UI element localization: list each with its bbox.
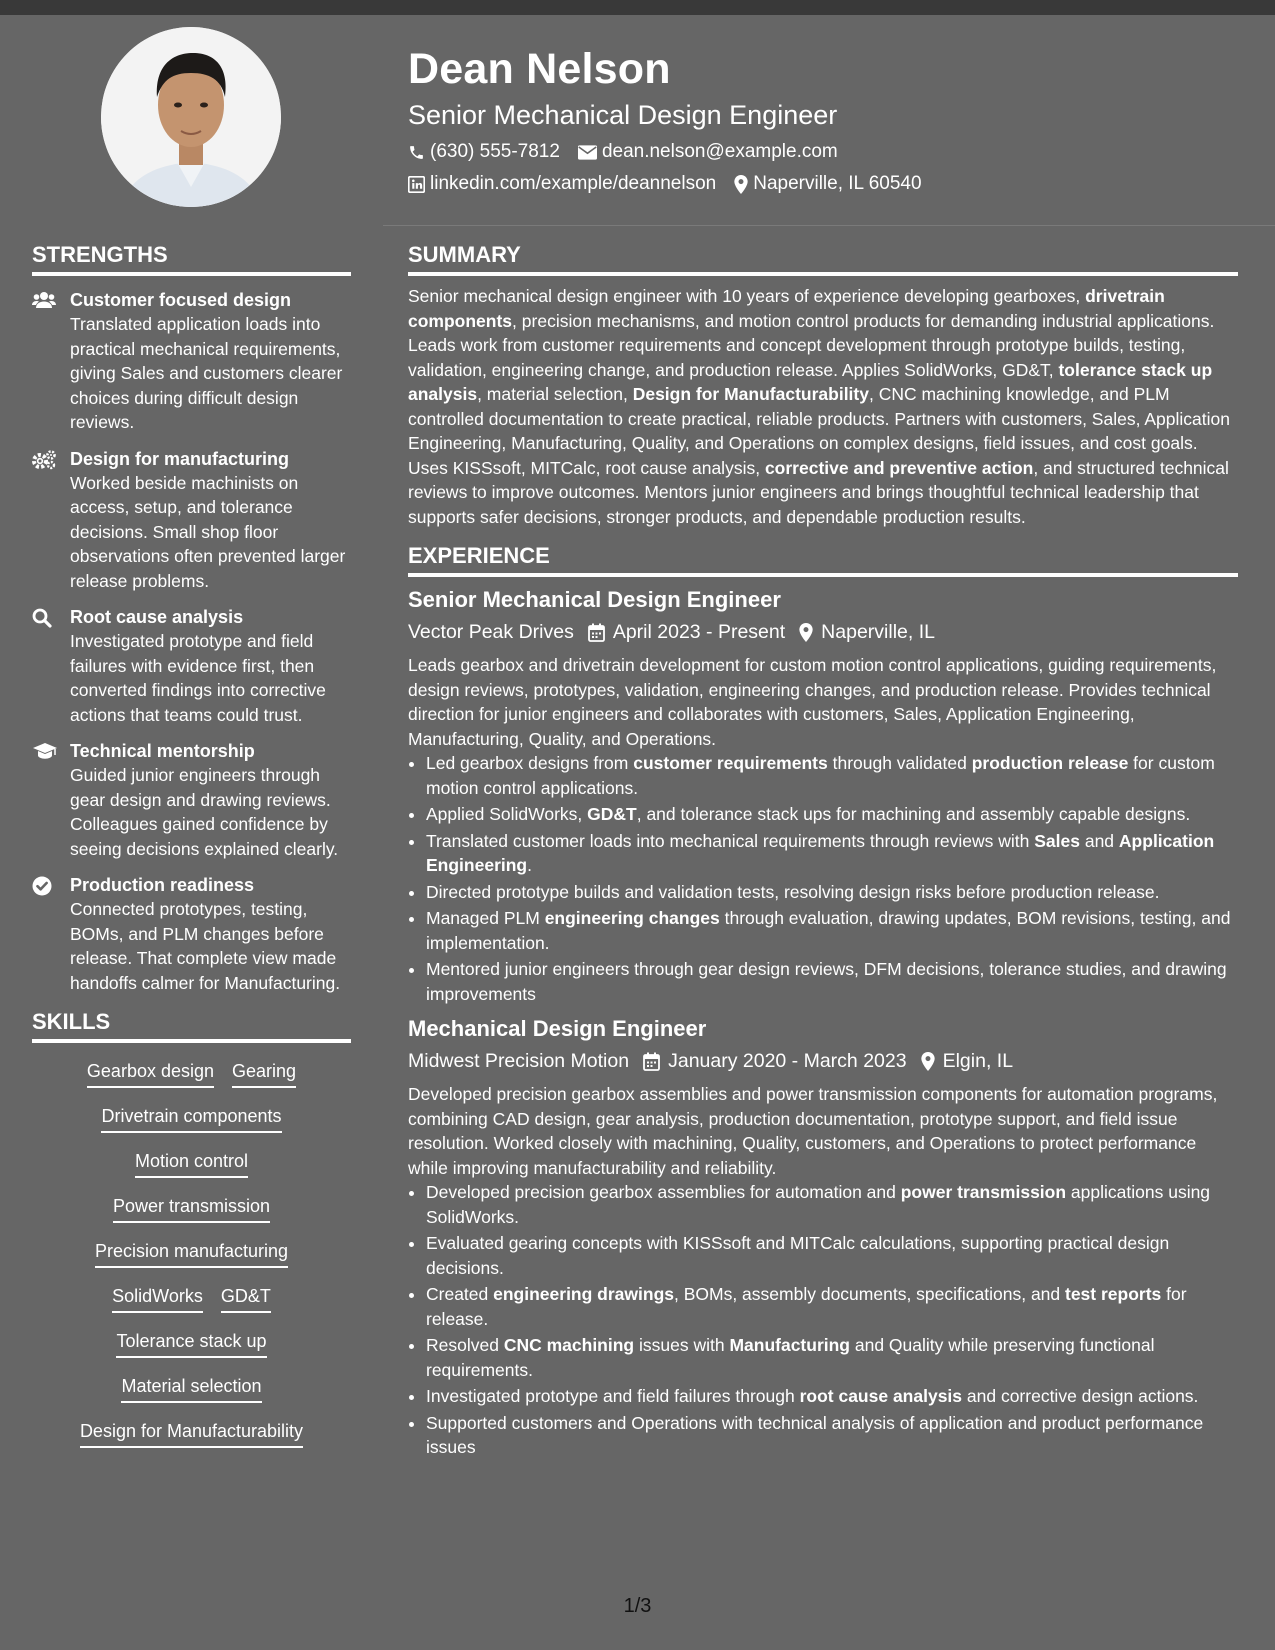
top-bar <box>0 0 1275 15</box>
skill-tag: Motion control <box>135 1149 248 1178</box>
skill-tag: SolidWorks <box>112 1284 203 1313</box>
envelope-icon <box>578 145 597 160</box>
map-pin-icon <box>799 623 813 642</box>
job-bullet: • Mentored junior engineers through gear design reviews, DFM decisions, tolerance studies, and drawing improvements <box>426 957 1238 1006</box>
gears-icon <box>32 450 56 470</box>
candidate-title: Senior Mechanical Design Engineer <box>408 100 838 130</box>
contact-row-2 <box>408 168 1238 200</box>
skill-tag: Drivetrain components <box>101 1104 281 1133</box>
sidebar <box>32 240 351 1456</box>
strength-item <box>32 739 351 861</box>
skill-row <box>32 1366 351 1411</box>
job-meta <box>408 617 1238 647</box>
skill-tag: Gearbox design <box>87 1059 214 1088</box>
linkedin-icon <box>408 176 425 193</box>
location-text: Elgin, IL <box>942 1050 1014 1072</box>
strength-item <box>32 288 351 435</box>
users-icon <box>32 291 56 309</box>
skill-tag: Tolerance stack up <box>116 1329 266 1358</box>
skill-row <box>32 1276 351 1321</box>
experience-heading: EXPERIENCE <box>408 541 1238 577</box>
strengths-heading: STRENGTHS <box>32 240 351 276</box>
location-contact <box>734 168 921 200</box>
skill-row <box>32 1096 351 1141</box>
location-text: Naperville, IL <box>821 621 935 643</box>
skill-row <box>32 1231 351 1276</box>
strength-item <box>32 873 351 995</box>
linkedin-text: linkedin.com/example/deannelson <box>430 173 717 194</box>
strengths-list <box>32 288 351 995</box>
strength-description: Guided junior engineers through gear design and drawing reviews. Colleagues gained confidence by seeing decisions explained clearly. <box>70 765 339 859</box>
job-dates <box>643 1046 906 1076</box>
strength-description: Investigated prototype and field failures with evidence first, then converted findings into corrective actions that teams could trust. <box>70 631 326 725</box>
strength-item <box>32 447 351 594</box>
page-number: 1/3 <box>623 1595 652 1617</box>
phone-contact[interactable] <box>408 136 560 168</box>
job-title: Mechanical Design Engineer <box>408 1016 707 1041</box>
skill-tag: Design for Manufacturability <box>80 1419 303 1448</box>
check-circle-icon <box>32 876 52 896</box>
summary-heading: SUMMARY <box>408 240 1238 276</box>
map-pin-icon <box>921 1052 935 1071</box>
strength-item <box>32 605 351 727</box>
job-bullet: • Created engineering drawings, BOMs, assembly documents, specifications, and test reports for release. <box>426 1282 1238 1331</box>
company-text: Midwest Precision Motion <box>408 1050 630 1072</box>
skill-row <box>32 1141 351 1186</box>
skill-tag: Gearing <box>232 1059 296 1088</box>
job-bullet: • Evaluated gearing concepts with KISSsoft and MITCalc calculations, supporting practical design decisions. <box>426 1231 1238 1280</box>
strength-title: Design for manufacturing <box>70 448 290 469</box>
skill-tag: Precision manufacturing <box>95 1239 288 1268</box>
job-entry <box>408 585 1238 1006</box>
skill-row <box>32 1321 351 1366</box>
job-bullet: • Translated customer loads into mechanical requirements through reviews with Sales and Application Engineering. <box>426 829 1238 878</box>
strength-title: Root cause analysis <box>70 607 244 627</box>
resume-header <box>408 40 1238 200</box>
phone-icon <box>408 144 425 161</box>
skills-list <box>32 1051 351 1456</box>
job-bullet: • Supported customers and Operations with technical analysis of application and product performance issues <box>426 1411 1238 1460</box>
strength-title: Technical mentorship <box>70 741 255 761</box>
skill-row <box>32 1051 351 1096</box>
job-location <box>799 617 935 647</box>
company-name <box>408 617 574 647</box>
job-description: Leads gearbox and drivetrain development for custom motion control applications, guiding requirements, design reviews, prototypes, validation, engineering changes, and production release. Provides technical direction for junior engineers and collaborates with customers, Sales, Application Engineering, Manufacturing, Quality, and Operations. <box>408 655 1217 749</box>
profile-photo <box>101 27 281 207</box>
main-column <box>408 240 1238 1462</box>
company-name <box>408 1046 629 1076</box>
skill-tag: Power transmission <box>113 1194 270 1223</box>
linkedin-contact[interactable] <box>408 168 716 200</box>
job-dates <box>588 617 785 647</box>
summary-text: Senior mechanical design engineer with 10 years of experience developing gearboxes, drivetrain components, precision mechanisms, and motion control products for demanding industrial applications. Leads work from customer requirements and concept development through prototype builds, testing, validation, engineering change, and production release. Applies SolidWorks, GD&T, tolerance stack up analysis, material selection, Design for Manufacturability, CNC machining knowledge, and PLM controlled documentation to create practical, reliable products. Partners with customers, Sales, Application Engineering, Manufacturing, Quality, and Operations on complex designs, field issues, and cost goals. Uses KISSsoft, MITCalc, root cause analysis, corrective and preventive action, and structured technical reviews to improve outcomes. Mentors junior engineers and brings thoughtful technical leadership that supports safer decisions, stronger products, and dependable production results. <box>408 286 1230 527</box>
job-location <box>921 1046 1013 1076</box>
job-meta <box>408 1046 1238 1076</box>
job-bullet: • Developed precision gearbox assemblies for automation and power transmission applications using SolidWorks. <box>426 1180 1238 1229</box>
header-divider <box>383 225 1275 226</box>
strength-title: Production readiness <box>70 875 255 895</box>
skill-row <box>32 1411 351 1456</box>
email-text: dean.nelson@example.com <box>601 141 838 162</box>
company-text: Vector Peak Drives <box>408 621 574 643</box>
location-text: Naperville, IL 60540 <box>753 173 922 194</box>
search-icon <box>32 608 52 628</box>
map-pin-icon <box>734 175 748 194</box>
skills-heading: SKILLS <box>32 1007 351 1043</box>
strength-title: Customer focused design <box>70 290 292 310</box>
calendar-icon <box>643 1052 660 1071</box>
job-bullet: • Managed PLM engineering changes through evaluation, drawing updates, BOM revisions, testing, and implementation. <box>426 906 1238 955</box>
job-bullet: • Investigated prototype and field failures through root cause analysis and corrective design actions. <box>426 1384 1238 1409</box>
strength-description: Connected prototypes, testing, BOMs, and PLM changes before release. That complete view made handoffs calmer for Manufacturing. <box>70 899 341 993</box>
skill-tag: Material selection <box>121 1374 261 1403</box>
dates-text: April 2023 - Present <box>612 621 786 643</box>
email-contact[interactable] <box>578 136 838 168</box>
graduation-cap-icon <box>32 742 58 760</box>
job-bullets <box>408 1180 1238 1460</box>
strength-description: Worked beside machinists on access, setup, and tolerance decisions. Small shop floor observations often prevented larger release problems. <box>70 472 346 591</box>
skill-tag: GD&T <box>221 1284 271 1313</box>
job-bullet: • Applied SolidWorks, GD&T, and tolerance stack ups for machining and assembly capable designs. <box>426 802 1238 827</box>
calendar-icon <box>588 623 605 642</box>
job-title: Senior Mechanical Design Engineer <box>408 587 781 612</box>
job-bullet: • Resolved CNC machining issues with Manufacturing and Quality while preserving functional requirements. <box>426 1333 1238 1382</box>
strength-description: Translated application loads into practical mechanical requirements, giving Sales and customers clearer choices during difficult design reviews. <box>70 314 343 432</box>
dates-text: January 2020 - March 2023 <box>668 1050 907 1072</box>
job-description: Developed precision gearbox assemblies and power transmission components for automation programs, combining CAD design, gear analysis, production documentation, prototype support, and field issue resolution. Worked closely with machining, Quality, customers, and Operations to protect performance while improving manufacturability and reliability. <box>408 1084 1218 1178</box>
job-entry <box>408 1014 1238 1460</box>
skill-row <box>32 1186 351 1231</box>
contact-row-1 <box>408 136 1238 168</box>
candidate-name: Dean Nelson <box>408 45 671 93</box>
job-bullets <box>408 751 1238 1006</box>
phone-text: (630) 555-7812 <box>430 141 560 162</box>
job-bullet: • Led gearbox designs from customer requirements through validated production release for custom motion control applications. <box>426 751 1238 800</box>
job-bullet: • Directed prototype builds and validation tests, resolving design risks before production release. <box>426 880 1238 905</box>
